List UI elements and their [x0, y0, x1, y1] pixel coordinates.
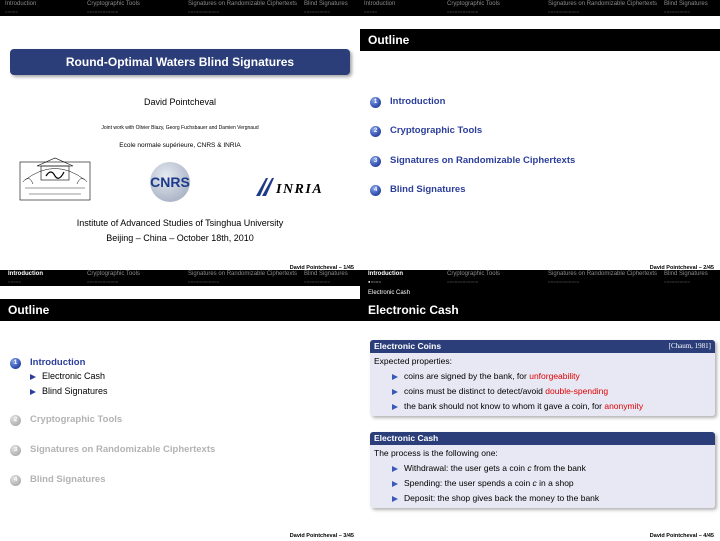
subsection-bar	[360, 286, 720, 300]
block-intro: Expected properties:	[374, 356, 452, 366]
highlight-text: unforgeability	[529, 371, 580, 381]
bullet-text: in a shop	[536, 478, 574, 488]
nav-dots[interactable]: ○○○○○○○○○○	[664, 9, 691, 14]
nav-dots[interactable]: ●○○○○	[368, 279, 382, 284]
nav-bar	[360, 270, 720, 286]
institute: Institute of Advanced Studies of Tsinghua University	[76, 218, 284, 228]
nav-section-cryptographic-tools[interactable]: Cryptographic Tools	[87, 1, 140, 7]
bullet-item	[374, 384, 711, 399]
slide-4	[360, 270, 720, 540]
nav-dots[interactable]: ○○○○○○○○○○	[304, 279, 331, 284]
toc-label: Introduction	[30, 357, 86, 368]
nav-section-cryptographic-tools[interactable]: Cryptographic Tools	[447, 1, 500, 7]
nav-section-signatures[interactable]: Signatures on Randomizable Ciphertexts	[548, 1, 658, 7]
affiliation: Ecole normale supérieure, CNRS & INRIA	[119, 142, 241, 149]
presentation-title: Round-Optimal Waters Blind Signatures	[10, 49, 350, 75]
bullet-item	[374, 476, 711, 491]
nav-section-introduction[interactable]: Introduction	[5, 1, 37, 7]
bullet-item	[374, 369, 711, 384]
nav-dots[interactable]: ○○○○○○○○○○○○	[188, 279, 220, 284]
bullet-triangle-icon	[392, 389, 398, 395]
bullet-triangle-icon	[30, 389, 36, 395]
section-number-ball: 2	[370, 126, 381, 137]
frame-title: Outline	[0, 299, 360, 321]
block-title	[370, 340, 715, 353]
nav-dots[interactable]: ○○○○○	[364, 9, 378, 14]
block-electronic-coins	[370, 340, 715, 416]
block-body	[370, 353, 715, 416]
math-var: c	[527, 463, 532, 473]
block-title	[370, 432, 715, 445]
bullet-item	[374, 491, 711, 506]
subitem-label: Blind Signatures	[42, 386, 108, 396]
toc-label: Signatures on Randomizable Ciphertexts	[30, 444, 216, 455]
nav-dots[interactable]: ○○○○○○○○○○○○	[188, 9, 220, 14]
svg-text:INRIA: INRIA	[276, 182, 324, 197]
block-body	[370, 445, 715, 508]
section-number-ball: 1	[10, 358, 21, 369]
bullet-text: Withdrawal: the user gets a coin	[404, 463, 528, 473]
nav-dots[interactable]: ○○○○○○○○○○○○	[447, 9, 479, 14]
nav-bar	[360, 0, 720, 16]
slide-footer: David Pointcheval – 4/45	[649, 533, 714, 539]
nav-dots[interactable]: ○○○○○○○○○○	[664, 279, 691, 284]
slide-1	[0, 0, 360, 270]
nav-bar	[0, 270, 360, 286]
citation: [Chaum, 1981]	[668, 342, 711, 350]
bullet-text: Deposit: the shop gives back the money to the bank	[404, 493, 600, 503]
bullet-triangle-icon	[392, 496, 398, 502]
bullet-triangle-icon	[30, 374, 36, 380]
nav-dots[interactable]: ○○○○○○○○○○○○	[87, 9, 119, 14]
slide-footer: David Pointcheval – 2/45	[649, 265, 714, 270]
bullet-triangle-icon	[392, 481, 398, 487]
ens-logo-icon	[15, 152, 95, 207]
math-var: c	[532, 478, 537, 488]
bullet-text: coins must be distinct to detect/avoid	[404, 386, 546, 396]
toc-label: Blind Signatures	[390, 184, 466, 195]
place-date: Beijing – China – October 18th, 2010	[106, 233, 254, 243]
nav-dots[interactable]: ○○○○○○○○○○○○	[447, 279, 479, 284]
bullet-item	[374, 461, 711, 476]
cnrs-logo-icon	[148, 160, 192, 204]
bullet-text: Spending: the user spends a coin	[404, 478, 533, 488]
nav-section-blind-signatures[interactable]: Blind Signatures	[664, 1, 708, 7]
block-electronic-cash	[370, 432, 715, 508]
block-title-text: Electronic Coins	[374, 341, 442, 351]
nav-section-blind-signatures[interactable]: Blind Signatures	[304, 271, 348, 277]
inria-logo-icon	[254, 176, 336, 198]
slide-footer: David Pointcheval – 3/45	[289, 533, 354, 539]
subsection-label[interactable]: Electronic Cash	[368, 290, 411, 296]
nav-dots[interactable]: ○○○○○○○○○○○○	[87, 279, 119, 284]
section-number-ball: 4	[370, 185, 381, 196]
bullet-text: coins are signed by the bank, for	[404, 371, 530, 381]
block-intro: The process is the following one:	[374, 448, 498, 458]
nav-section-introduction[interactable]: Introduction	[8, 271, 43, 277]
nav-section-introduction[interactable]: Introduction	[364, 1, 396, 7]
nav-dots[interactable]: ○○○○○	[5, 9, 19, 14]
frame-title: Outline	[360, 29, 720, 51]
section-number-ball: 3	[10, 445, 21, 456]
toc-label: Introduction	[390, 96, 446, 107]
bullet-text: from the bank	[531, 463, 586, 473]
nav-dots[interactable]: ○○○○○○○○○○○○	[548, 279, 580, 284]
nav-bar	[0, 0, 360, 16]
toc-label: Cryptographic Tools	[390, 125, 483, 136]
bullet-triangle-icon	[392, 466, 398, 472]
nav-section-blind-signatures[interactable]: Blind Signatures	[664, 271, 708, 277]
toc-label: Cryptographic Tools	[30, 414, 123, 425]
section-number-ball: 2	[10, 415, 21, 426]
slide-footer: David Pointcheval – 1/45	[289, 265, 354, 270]
nav-section-introduction[interactable]: Introduction	[368, 271, 403, 277]
joint-work: Joint work with Olivier Blazy, Georg Fuchsbauer and Damien Vergnaud	[101, 125, 259, 131]
subitem-label: Electronic Cash	[42, 371, 106, 381]
bullet-triangle-icon	[392, 404, 398, 410]
nav-section-cryptographic-tools[interactable]: Cryptographic Tools	[447, 271, 500, 277]
toc-subitem-blind-signatures[interactable]	[30, 386, 108, 396]
nav-section-signatures[interactable]: Signatures on Randomizable Ciphertexts	[188, 271, 298, 277]
svg-text:CNRS: CNRS	[150, 174, 190, 190]
toc-label: Blind Signatures	[30, 474, 106, 485]
bullet-text: the bank should not know to whom it gave a coin, for	[404, 401, 605, 411]
nav-dots[interactable]: ○○○○○○○○○○	[304, 9, 331, 14]
block-title-text: Electronic Cash	[374, 433, 439, 443]
nav-section-cryptographic-tools[interactable]: Cryptographic Tools	[87, 271, 140, 277]
author-name: David Pointcheval	[143, 97, 217, 107]
slide-3	[0, 270, 360, 540]
section-number-ball: 3	[370, 156, 381, 167]
nav-dots[interactable]: ○○○○○	[8, 279, 22, 284]
bullet-item	[374, 399, 711, 414]
nav-dots[interactable]: ○○○○○○○○○○○○	[548, 9, 580, 14]
highlight-text: anonymity	[604, 401, 644, 411]
frame-title: Electronic Cash	[360, 299, 720, 321]
bullet-triangle-icon	[392, 374, 398, 380]
section-number-ball: 4	[10, 475, 21, 486]
section-number-ball: 1	[370, 97, 381, 108]
nav-section-signatures[interactable]: Signatures on Randomizable Ciphertexts	[188, 1, 298, 7]
slide-2	[360, 0, 720, 270]
nav-section-signatures[interactable]: Signatures on Randomizable Ciphertexts	[548, 271, 658, 277]
highlight-text: double-spending	[545, 386, 609, 396]
toc-label: Signatures on Randomizable Ciphertexts	[390, 155, 576, 166]
nav-section-blind-signatures[interactable]: Blind Signatures	[304, 1, 348, 7]
toc-subitem-electronic-cash[interactable]	[30, 371, 105, 381]
